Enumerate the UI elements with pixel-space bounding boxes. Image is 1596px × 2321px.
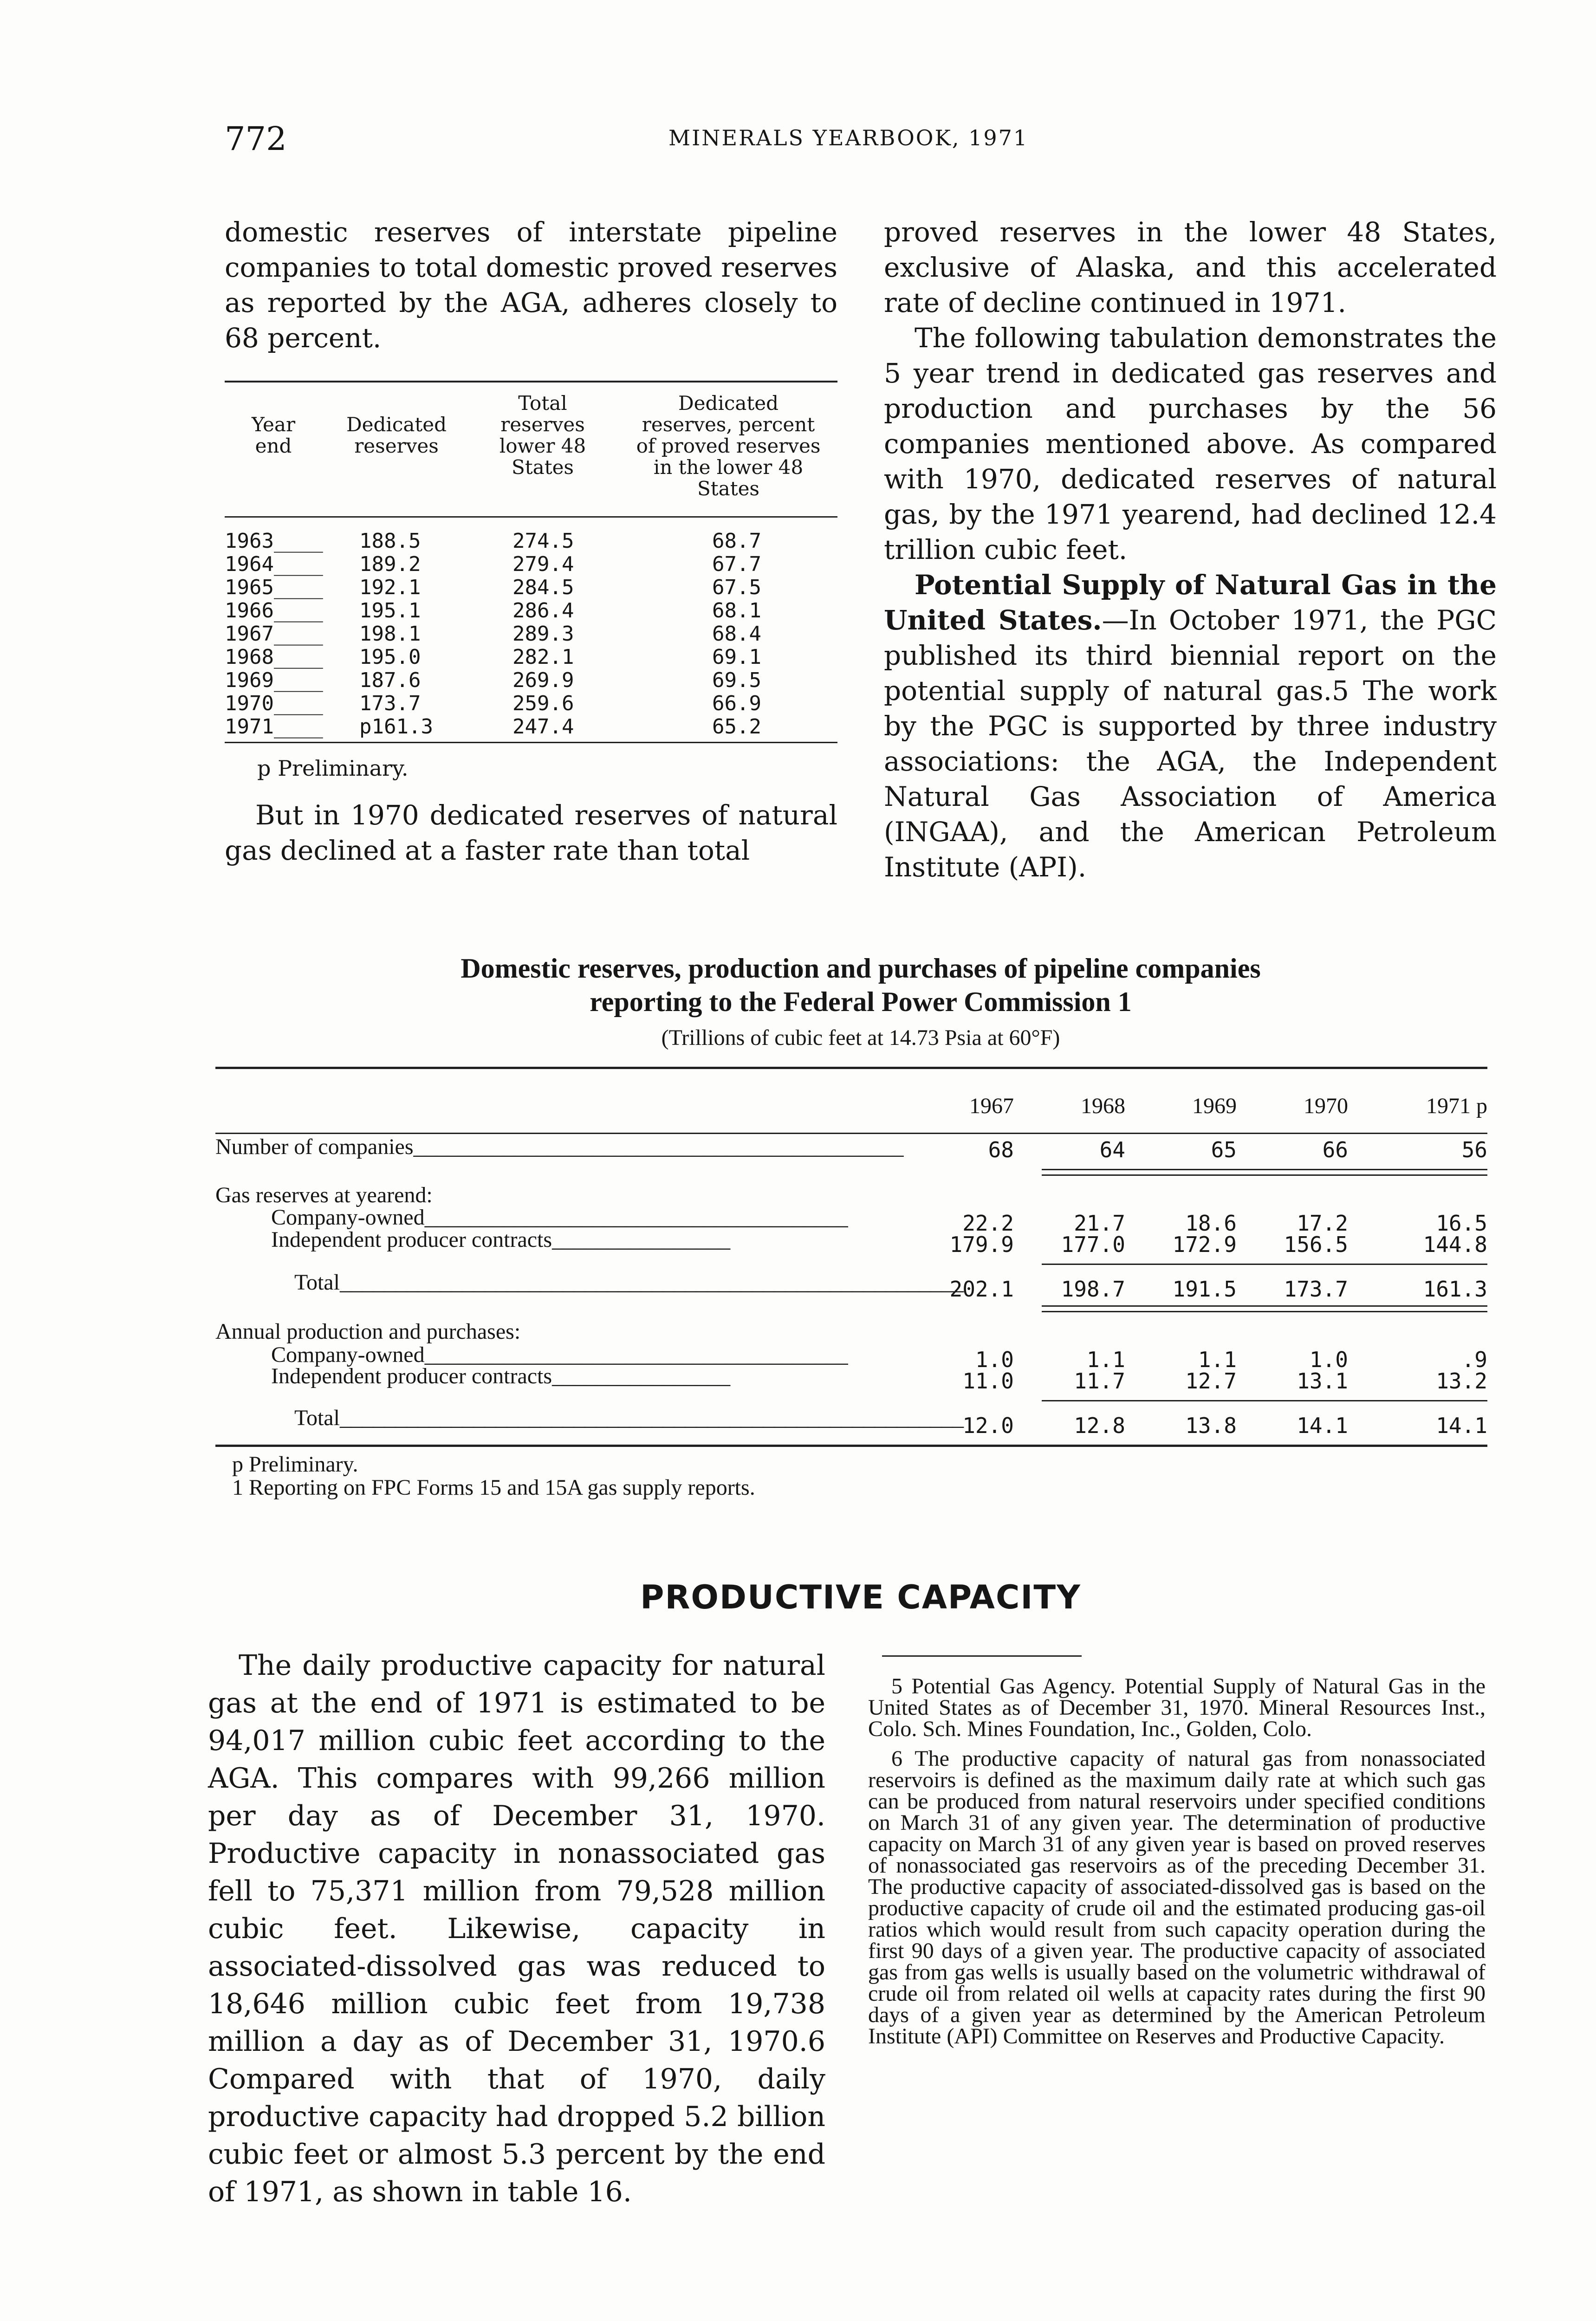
reserves-company-value: 18.6 <box>1185 1211 1237 1236</box>
value-cell: 269.9 <box>513 668 574 692</box>
production-total-value: 13.8 <box>1185 1413 1237 1438</box>
reserves-independent-value: 179.9 <box>949 1232 1014 1257</box>
production-independent-value: 11.7 <box>1074 1368 1125 1394</box>
reserves-total-value: 161.3 <box>1423 1277 1487 1302</box>
reserves-independent-label: Independent producer contracts________________ <box>271 1227 731 1252</box>
value-cell: 284.5 <box>513 576 574 599</box>
value-cell: 259.6 <box>513 692 574 715</box>
year-cell: 1971____ <box>225 715 323 739</box>
reserves-total-value: 191.5 <box>1172 1277 1237 1302</box>
table-title-line2: reporting to the Federal Power Commission 1 <box>590 986 1132 1017</box>
reserves-independent-value: 177.0 <box>1061 1232 1125 1257</box>
section-heading: PRODUCTIVE CAPACITY <box>640 1578 1081 1616</box>
value-cell: 68.4 <box>712 622 761 646</box>
potential-supply-heading: Potential Supply of Natural Gas in the United States. <box>884 569 1497 636</box>
value-cell: 67.5 <box>712 576 761 599</box>
pipeline-reserves-table <box>215 1067 1487 1457</box>
year-cell: 1969____ <box>225 668 323 692</box>
year-cell: 1968____ <box>225 645 323 669</box>
year-header: 1968 <box>1081 1094 1125 1118</box>
reserves-company-value: 16.5 <box>1436 1211 1487 1236</box>
reserves-company-value: 21.7 <box>1074 1211 1125 1236</box>
col-header-percent: Dedicated reserves, percent of proved reserves in the lower 48 States <box>636 392 821 500</box>
col-header-total: Total reserves lower 48 States <box>499 392 586 479</box>
reserves-total-label: Total________________________________________________________ <box>294 1270 964 1295</box>
value-cell: 282.1 <box>513 645 574 669</box>
year-header: 1970 <box>1304 1094 1348 1118</box>
production-independent-value: 12.7 <box>1185 1368 1237 1394</box>
productive-capacity-text: The daily productive capacity for natural gas at the end of 1971 is estimated to be 94,017 million cubic feet according to the AGA. This compares with 99,266 million per day as of December 31, 1970. Productive capacity in nonassociated gas fell to 75,371 million from 79,528 million cubic feet. Likewise, capacity in associated-dissolved gas was reduced to 18,646 million cubic feet from 19,738 million a day as of December 31, 1970.6 Compared with that of 1970, daily productive capacity had dropped 5.2 billion cubic feet or almost 5.3 percent by the end of 1971, as shown in table 16. <box>208 1649 825 2208</box>
table-subtitle: (Trillions of cubic feet at 14.73 Psia at 60°F) <box>661 1025 1060 1050</box>
production-independent-value: 13.1 <box>1297 1368 1348 1394</box>
production-independent-value: 11.0 <box>962 1368 1014 1394</box>
table-title-line1: Domestic reserves, production and purchases of pipeline companies <box>461 953 1261 984</box>
year-cell: 1965____ <box>225 576 323 599</box>
year-header: 1969 <box>1192 1094 1237 1118</box>
value-cell: 286.4 <box>513 599 574 622</box>
production-total-label: Total________________________________________________________ <box>294 1406 964 1430</box>
value-cell: 274.5 <box>513 529 574 553</box>
production-independent-label: Independent producer contracts________________ <box>271 1364 731 1388</box>
production-company-value: 1.0 <box>975 1347 1014 1372</box>
big-table-footnote-1: 1 Reporting on FPC Forms 15 and 15A gas supply reports. <box>232 1475 755 1500</box>
value-cell: 173.7 <box>359 692 421 715</box>
production-total-value: 12.0 <box>962 1413 1014 1438</box>
left-paragraph-1: domestic reserves of interstate pipeline companies to total domestic proved reserves as reported by the AGA, adheres closely to 68 percent. <box>225 216 837 354</box>
col-header-year: Year end <box>251 413 296 457</box>
production-company-label: Company-owned______________________________________ <box>271 1342 848 1367</box>
value-cell: 187.6 <box>359 668 421 692</box>
reserves-independent-value: 144.8 <box>1423 1232 1487 1257</box>
value-cell: 192.1 <box>359 576 421 599</box>
value-cell: p161.3 <box>359 715 433 739</box>
production-independent-value: 13.2 <box>1436 1368 1487 1394</box>
value-cell: 188.5 <box>359 529 421 553</box>
year-cell: 1970____ <box>225 692 323 715</box>
reserves-total-value: 198.7 <box>1061 1277 1125 1302</box>
year-cell: 1967____ <box>225 622 323 646</box>
production-total-value: 14.1 <box>1436 1413 1487 1438</box>
value-cell: 198.1 <box>359 622 421 646</box>
production-company-value: 1.0 <box>1309 1347 1348 1372</box>
small-table-footnote: p Preliminary. <box>257 756 409 781</box>
num-companies-value: 65 <box>1211 1137 1237 1162</box>
reserves-total-value: 173.7 <box>1284 1277 1348 1302</box>
left-paragraph-2: But in 1970 dedicated reserves of natural gas declined at a faster rate than total <box>225 799 837 866</box>
num-companies-value: 56 <box>1461 1137 1487 1162</box>
year-cell: 1964____ <box>225 552 323 576</box>
value-cell: 289.3 <box>513 622 574 646</box>
value-cell: 189.2 <box>359 552 421 576</box>
production-company-value: 1.1 <box>1086 1347 1125 1372</box>
value-cell: 195.0 <box>359 645 421 669</box>
reserves-company-label: Company-owned______________________________________ <box>271 1205 848 1230</box>
value-cell: 68.7 <box>712 529 761 553</box>
reserves-independent-value: 156.5 <box>1284 1232 1348 1257</box>
year-cell: 1963____ <box>225 529 323 553</box>
footnote-5: 5 Potential Gas Agency. Potential Supply of Natural Gas in the United States as of December 31, 1970. Mineral Resources Inst., Colo. Sch. Mines Foundation, Inc., Golden, Colo. <box>868 1674 1486 1741</box>
reserves-independent-value: 172.9 <box>1172 1232 1237 1257</box>
value-cell: 69.5 <box>712 668 761 692</box>
production-company-value: 1.1 <box>1198 1347 1237 1372</box>
page-number: 772 <box>225 120 287 158</box>
col-header-dedicated: Dedicated reserves <box>346 413 447 457</box>
value-cell: 67.7 <box>712 552 761 576</box>
reserves-label: Gas reserves at yearend: <box>215 1183 433 1207</box>
value-cell: 195.1 <box>359 599 421 622</box>
value-cell: 65.2 <box>712 715 761 739</box>
production-label: Annual production and purchases: <box>215 1319 521 1344</box>
num-companies-value: 66 <box>1322 1137 1348 1162</box>
value-cell: 279.4 <box>513 552 574 576</box>
num-companies-value: 64 <box>1099 1137 1125 1162</box>
num-companies-label: Number of companies____________________________________________ <box>215 1135 904 1159</box>
year-header: 1971 p <box>1426 1094 1487 1118</box>
big-table-footnote-p: p Preliminary. <box>232 1452 358 1477</box>
production-total-value: 12.8 <box>1074 1413 1125 1438</box>
value-cell: 66.9 <box>712 692 761 715</box>
reserves-company-value: 17.2 <box>1297 1211 1348 1236</box>
value-cell: 247.4 <box>513 715 574 739</box>
year-header: 1967 <box>969 1094 1014 1118</box>
footnotes <box>868 1676 1486 2047</box>
right-column-text: proved reserves in the lower 48 States, exclusive of Alaska, and this accelerated rate of decline continued in 1971. The following tabulation demonstrates the 5 year trend in dedicated gas reserves and production and purchases by the 56 companies mentioned above. As compared with 1970, dedicated reserves of natural gas, by the 1971 yearend, had declined 12.4 trillion cubic feet. Potential Supply of Natural Gas in the United States.—In October 1971, the PGC published its third biennial report on the potential supply of natural gas.5 The work by the PGC is supported by three industry associations: the AGA, the Independent Natural Gas Association of America (INGAA), and the American Petroleum Institute (API). <box>884 216 1497 883</box>
reserves-total-value: 202.1 <box>949 1277 1014 1302</box>
footnote-6: 6 The productive capacity of natural gas from nonassociated reservoirs is defined as the maximum daily rate at which such gas can be produced from natural reservoirs under specified conditions on March 31 of any given year. The determination of productive capacity on March 31 of any given year is based on proved reserves of nonassociated gas reservoirs as of the preceding December 31. The productive capacity of associated-dissolved gas is based on the productive capacity of crude oil and the estimated producing gas-oil ratios which would result from such capacity operation during the first 90 days of a given year. The productive capacity of associated gas from gas wells is usually based on the volumetric withdrawal of crude oil from related oil wells at capacity rates during the first 90 days of a given year as determined by the American Petroleum Institute (API) Committee on Reserves and Productive Capacity. <box>868 1746 1486 2049</box>
production-total-value: 14.1 <box>1297 1413 1348 1438</box>
production-company-value: .9 <box>1461 1347 1487 1372</box>
value-cell: 69.1 <box>712 645 761 669</box>
running-title: MINERALS YEARBOOK, 1971 <box>668 125 1029 150</box>
value-cell: 68.1 <box>712 599 761 622</box>
num-companies-value: 68 <box>988 1137 1014 1162</box>
year-cell: 1966____ <box>225 599 323 622</box>
reserves-company-value: 22.2 <box>962 1211 1014 1236</box>
